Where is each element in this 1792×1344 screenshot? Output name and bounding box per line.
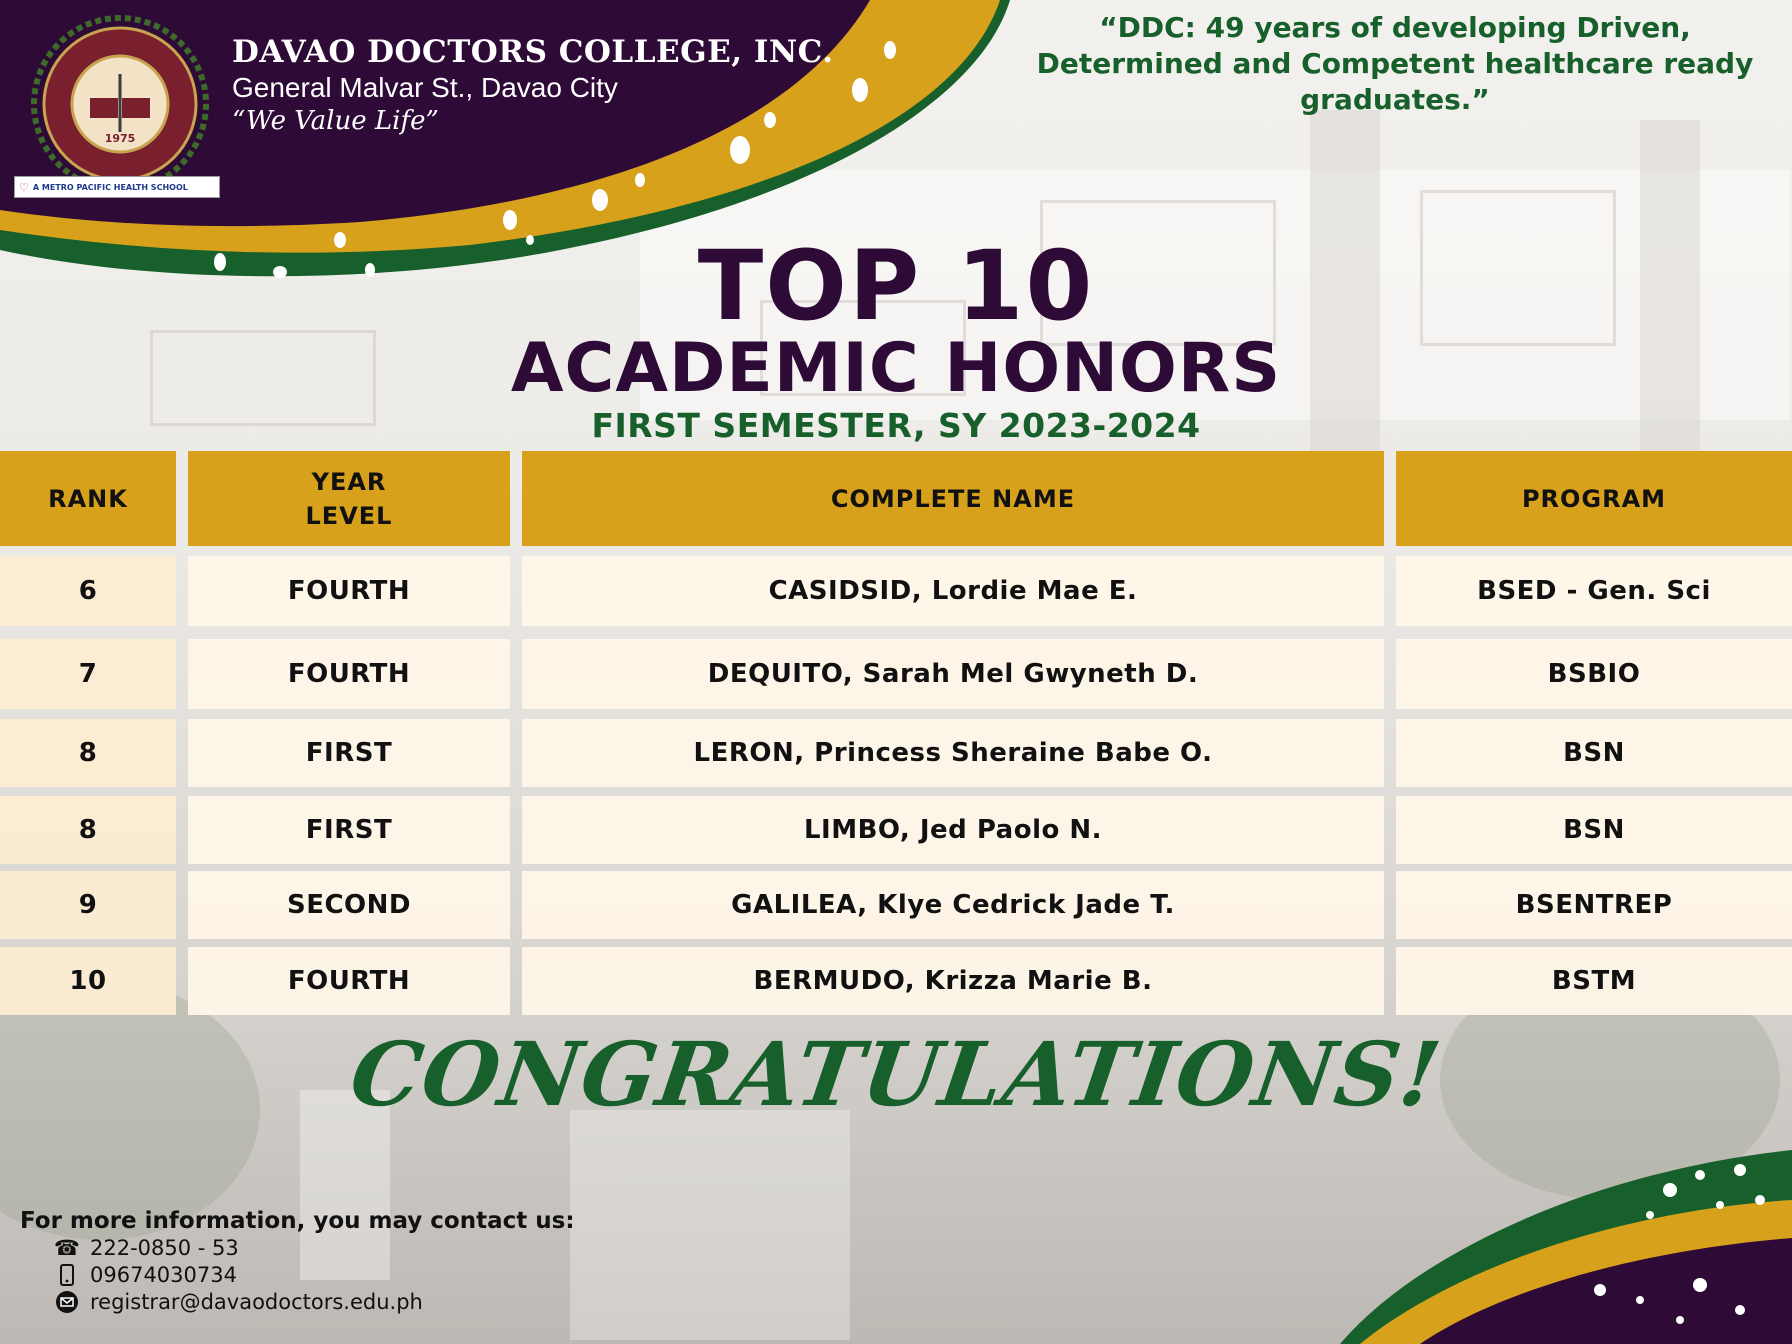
table-row-rank: 10	[0, 947, 176, 1015]
table-row-year: FIRST	[188, 796, 510, 864]
phone-icon: ☎	[53, 1235, 81, 1260]
contact-phone-row: ☎ 222-0850 - 53	[53, 1235, 239, 1260]
header-program: PROGRAM	[1396, 451, 1792, 546]
school-address: General Malvar St., Davao City	[232, 72, 618, 103]
table-row-rank: 9	[0, 871, 176, 939]
table-row-rank: 8	[0, 719, 176, 787]
table-row-year: FOURTH	[188, 556, 510, 626]
table-row-year: FOURTH	[188, 639, 510, 709]
mobile-icon	[54, 1263, 80, 1287]
contact-mobile-row: 09674030734	[54, 1261, 575, 1288]
contact-lead: For more information, you may contact us:	[20, 1208, 575, 1234]
congratulations-text: CONGRATULATIONS!	[344, 1022, 1448, 1126]
page-title: TOP 10	[697, 230, 1095, 342]
table-row-name: LIMBO, Jed Paolo N.	[522, 796, 1384, 864]
school-name: DAVAO DOCTORS COLLEGE, INC.	[232, 34, 834, 70]
table-row-rank: 6	[0, 556, 176, 626]
svg-text:1975: 1975	[104, 132, 136, 145]
header-year-level: YEAR LEVEL	[188, 451, 510, 546]
table-row-year: FOURTH	[188, 947, 510, 1015]
table-row-program: BSN	[1396, 719, 1792, 787]
table-row-program: BSENTREP	[1396, 871, 1792, 939]
table-row-year: SECOND	[188, 871, 510, 939]
contact-info	[20, 1208, 575, 1315]
heart-icon: ♡	[19, 180, 29, 194]
college-seal-logo	[30, 14, 210, 194]
table-row-name: CASIDSID, Lordie Mae E.	[522, 556, 1384, 626]
table-row-rank: 8	[0, 796, 176, 864]
metro-pacific-badge: ♡ A METRO PACIFIC HEALTH SCHOOL	[14, 176, 220, 198]
semester-label: FIRST SEMESTER, SY 2023-2024	[591, 406, 1201, 445]
email-icon	[54, 1290, 80, 1314]
table-row-name: LERON, Princess Sheraine Babe O.	[522, 719, 1384, 787]
school-motto: “We Value Life”	[232, 106, 439, 136]
table-row-name: BERMUDO, Krizza Marie B.	[522, 947, 1384, 1015]
table-row-rank: 7	[0, 639, 176, 709]
page-subtitle: ACADEMIC HONORS	[510, 329, 1282, 408]
contact-email-row: registrar@davaodoctors.edu.ph	[54, 1288, 575, 1315]
header-rank: RANK	[0, 451, 176, 546]
table-row-program: BSED - Gen. Sci	[1396, 556, 1792, 626]
table-row-program: BSBIO	[1396, 639, 1792, 709]
header-complete-name: COMPLETE NAME	[522, 451, 1384, 546]
table-row-program: BSN	[1396, 796, 1792, 864]
table-row-name: DEQUITO, Sarah Mel Gwyneth D.	[522, 639, 1384, 709]
anniversary-quote: “DDC: 49 years of developing Driven, Determined and Competent healthcare ready graduates.”	[1036, 11, 1754, 116]
table-row-program: BSTM	[1396, 947, 1792, 1015]
table-row-name: GALILEA, Klye Cedrick Jade T.	[522, 871, 1384, 939]
table-row-year: FIRST	[188, 719, 510, 787]
